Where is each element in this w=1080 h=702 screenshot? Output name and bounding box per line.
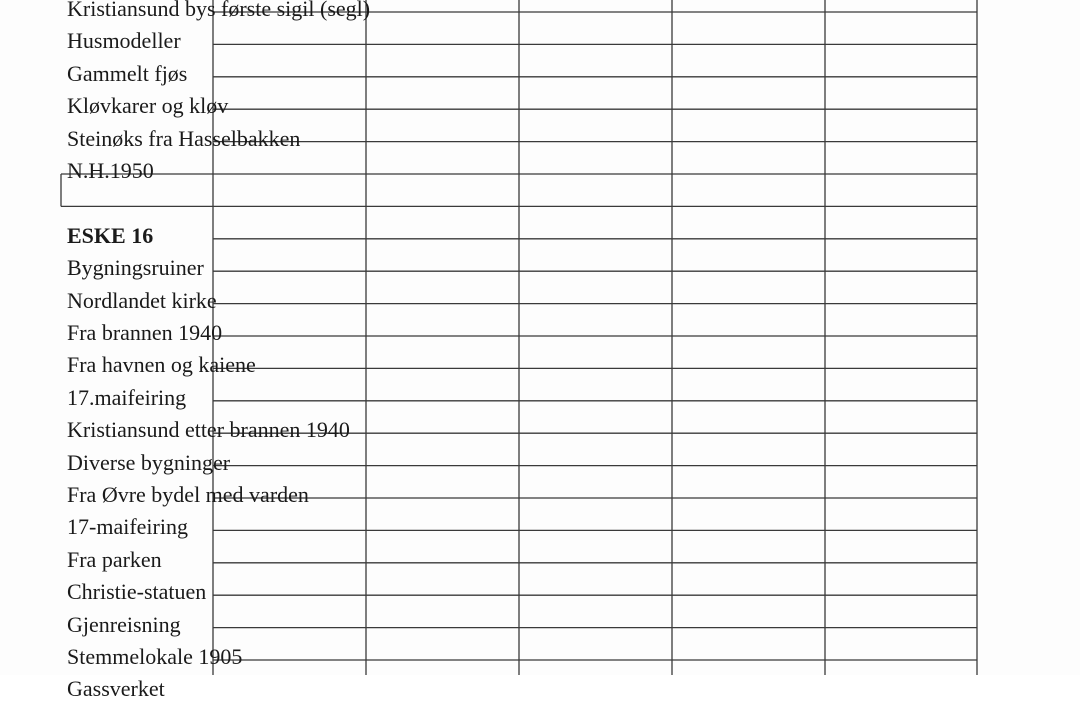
list-item: Fra parken [67, 546, 162, 572]
list-item: Fra havnen og kaiene [67, 352, 256, 378]
list-item: Diverse bygninger [67, 449, 231, 475]
section-heading: ESKE 16 [67, 222, 154, 248]
list-item: Fra Øvre bydel med varden [67, 482, 309, 507]
list-item: Christie-statuen [67, 579, 207, 605]
list-item: Steinøks fra Hasselbakken [67, 125, 301, 151]
list-item: Kristiansund etter brannen 1940 [67, 417, 350, 443]
list-item: Bygningsruiner [67, 255, 204, 281]
list-item: Gassverket [67, 676, 165, 702]
list-item: Kløvkarer og kløv [67, 93, 229, 119]
list-item: 17-maifeiring [67, 514, 188, 540]
list-item: Fra brannen 1940 [67, 320, 223, 345]
list-item: Stemmelokale 1905 [67, 644, 243, 669]
list-item: N.H.1950 [67, 158, 154, 183]
list-item: Gammelt fjøs [67, 60, 188, 86]
list-item: Kristiansund bys første sigil (segl) [67, 0, 371, 21]
list-item: Gjenreisning [67, 611, 181, 637]
list-item: Husmodeller [67, 28, 181, 54]
list-item: 17.maifeiring [67, 384, 187, 410]
list-item: Nordlandet kirke [67, 287, 217, 313]
